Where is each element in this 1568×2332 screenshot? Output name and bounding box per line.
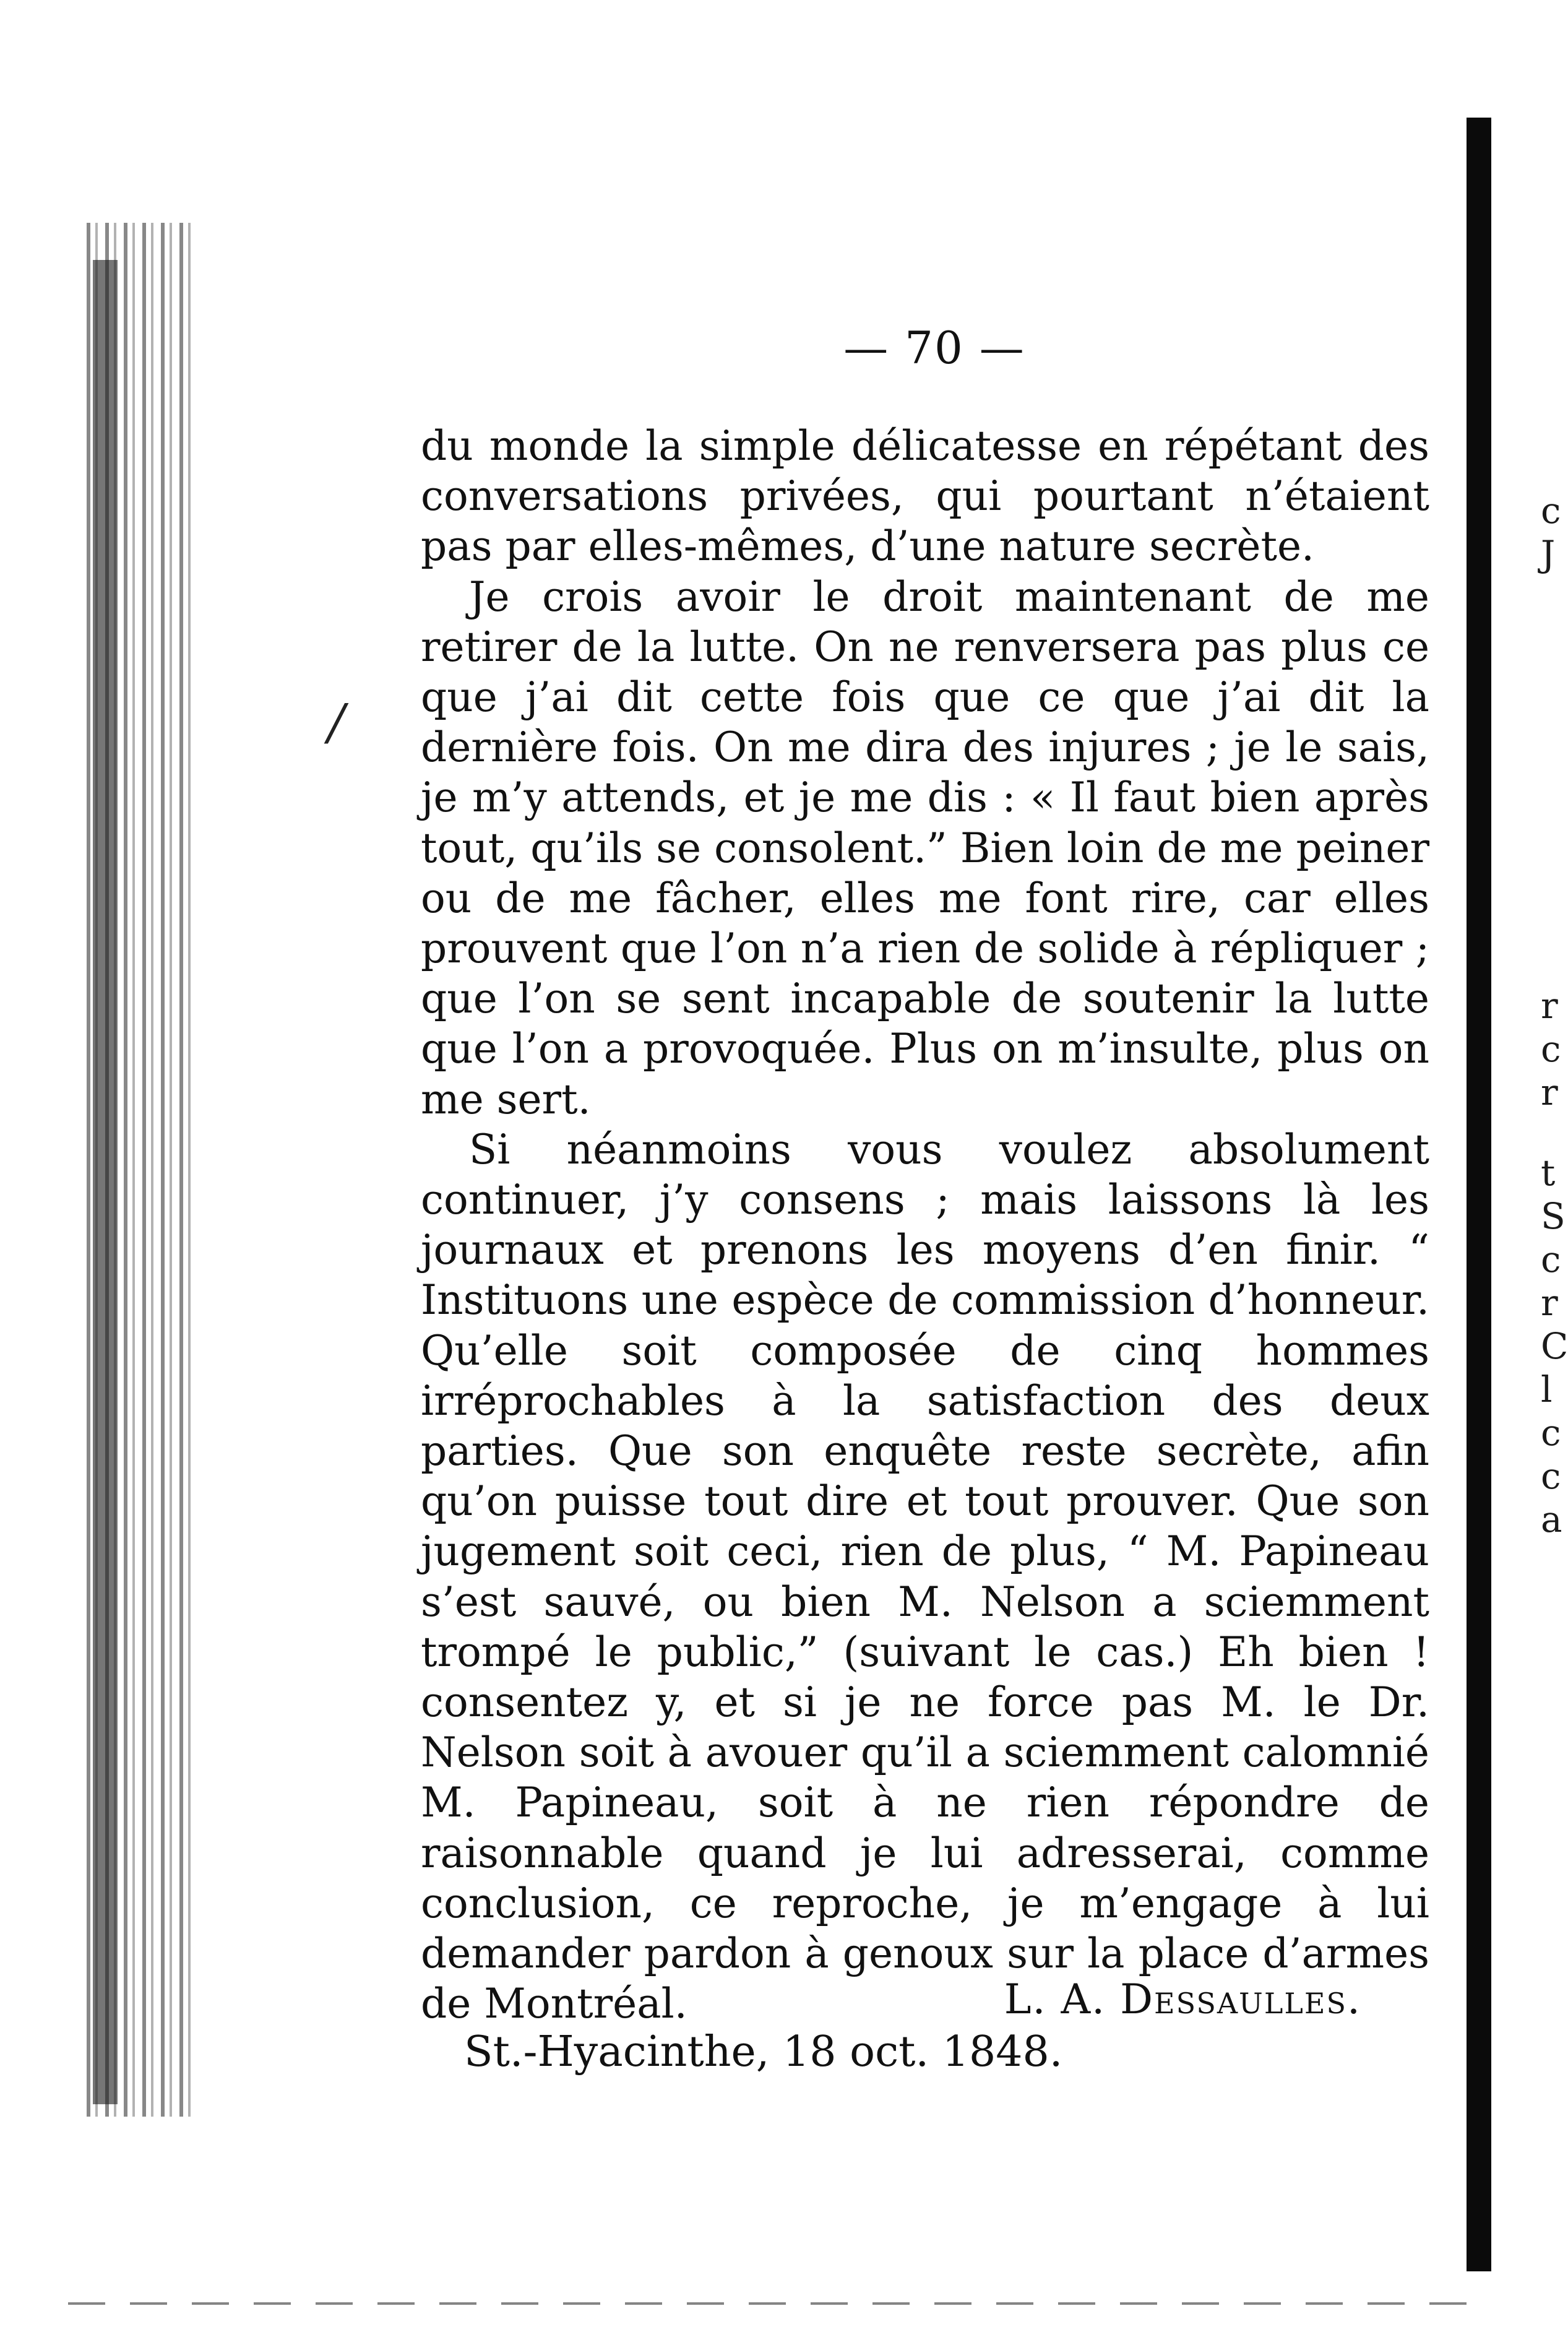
edge-letter: J: [1541, 533, 1556, 575]
margin-pencil-mark: /: [328, 693, 345, 751]
adjacent-page-letters: [1541, 489, 1568, 1541]
spine-gutter-edge: [93, 260, 118, 2104]
edge-letter: S: [1541, 1195, 1566, 1237]
edge-letter: r: [1541, 1282, 1558, 1324]
edge-letter: C: [1541, 1325, 1568, 1367]
signature-surname: Dessaulles.: [1120, 1976, 1361, 2023]
bottom-edge-artifact: [68, 2302, 1491, 2305]
body-text: [421, 421, 1429, 2029]
paragraph: du monde la simple délicatesse en répétant des conversations privées, qui pourtant n’étaient pas par elles-mêmes, d’une nature secrète.: [421, 422, 1429, 571]
edge-letter: l: [1541, 1368, 1553, 1410]
edge-letter: c: [1541, 1238, 1561, 1280]
signature: [421, 1974, 1361, 2024]
edge-letter: r: [1541, 1071, 1558, 1113]
edge-letter: a: [1541, 1498, 1562, 1540]
edge-letter: r: [1541, 985, 1558, 1027]
edge-letter: c: [1541, 1455, 1561, 1497]
paragraph: Je crois avoir le droit maintenant de me retirer de la lutte. On ne renversera pas plus ce que j’ai dit cette fois que ce que j’ai dit la dernière fois. On me dira des injures ; je le sais, je m’y attends, et je me dis : « Il faut bien après tout, qu’ils se consolent.” Bien loin de me peiner ou de me fâcher, elles me font rire, car elles prouvent que l’on n’a rien de solide à répliquer ; que l’on se sent incapable de soutenir la lutte que l’on a provoquée. Plus on m’insulte, plus on me sert.: [421, 572, 1429, 1123]
edge-letter: c: [1541, 1412, 1561, 1454]
edge-letter: t: [1541, 1152, 1556, 1194]
signature-initials: L. A.: [1004, 1976, 1106, 2023]
edge-letter: c: [1541, 1028, 1561, 1070]
page-fore-edge-bar: [1467, 118, 1491, 2271]
page-number: — 70 —: [843, 322, 1025, 374]
place-and-date: St.-Hyacinthe, 18 oct. 1848.: [464, 2028, 1063, 2076]
paragraph: Si néanmoins vous voulez absolument continuer, j’y consens ; mais laissons là les journaux et prenons les moyens d’en finir. “ Instituons une espèce de commission d’honneur. Qu’elle soit composée de cinq hommes irréprochables à la satisfaction des deux parties. Que son enquête reste secrète, afin qu’on puisse tout dire et tout prouver. Que son jugement soit ceci, rien de plus, “ M. Papineau s’est sauvé, ou bien M. Nelson a sciemment trompé le public,” (suivant le cas.) Eh bien ! consentez y, et si je ne force pas M. le Dr. Nelson soit à avouer qu’il a sciemment calomnié M. Papineau, soit à ne rien répondre de raisonnable quand je lui adresserai, comme conclusion, ce reproche, je m’engage à lui demander pardon à genoux sur la place d’armes de Montréal.: [421, 1125, 1429, 2028]
edge-letter: c: [1541, 490, 1561, 532]
